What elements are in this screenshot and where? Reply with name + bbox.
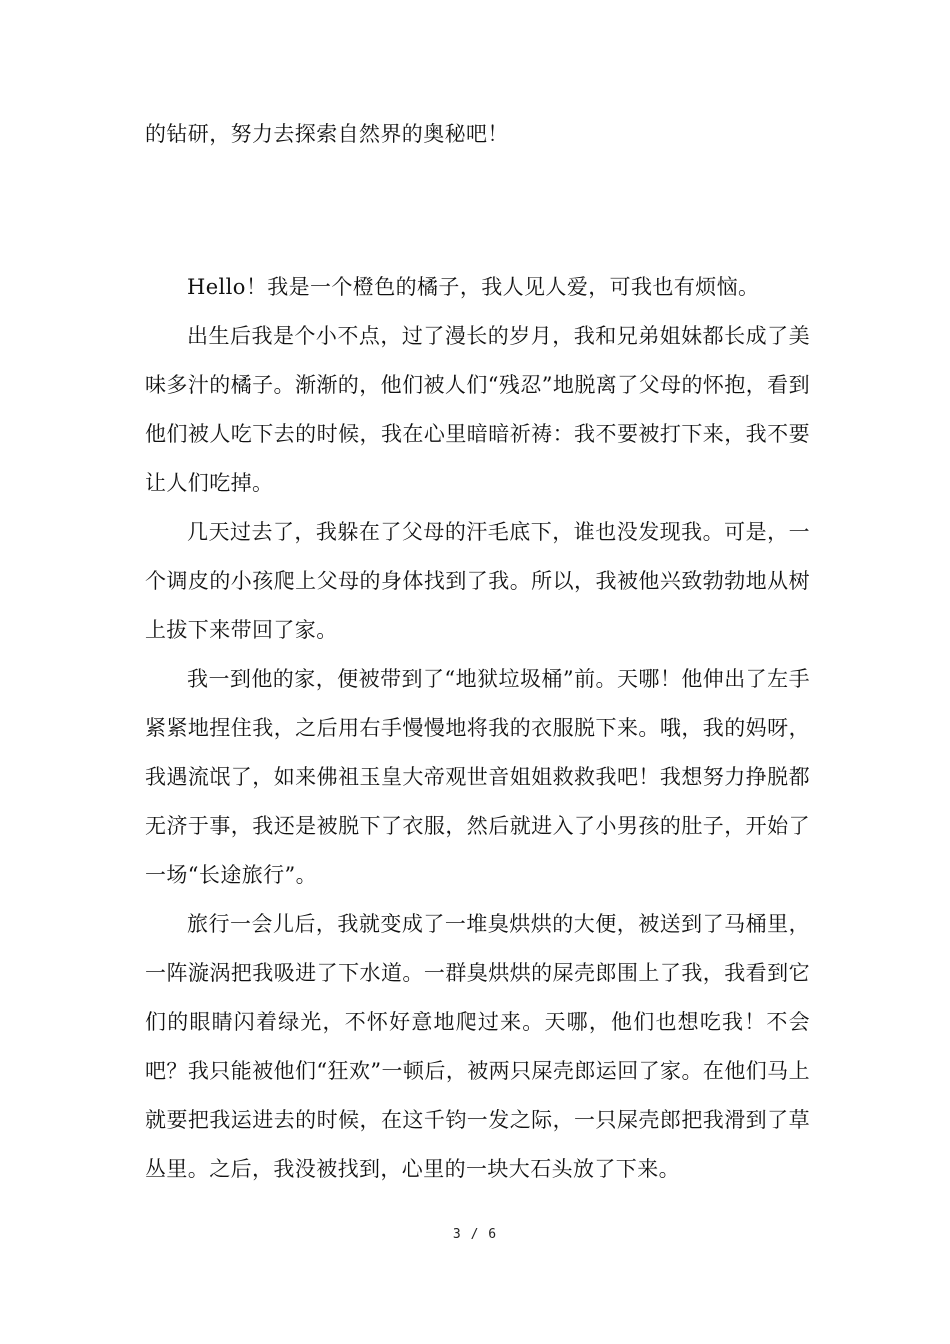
essay-body — [145, 263, 810, 1194]
paragraph-1: Hello！我是一个橙色的橘子，我人见人爱，可我也有烦恼。 — [187, 275, 760, 299]
paragraph-5: 旅行一会儿后，我就变成了一堆臭烘烘的大便，被送到了马桶里，一阵漩涡把我吸进了下水道。一群臭烘烘的屎壳郎围上了我，我看到它们的眼睛闪着绿光，不怀好意地爬过来。天哪，他们也想吃我！不会吧？我只能被他们“狂欢”一顿后，被两只屎壳郎运回了家。在他们马上就要把我运进去的时候，在这千钧一发之际，一只屎壳郎把我滑到了草丛里。之后，我没被找到，心里的一块大石头放了下来。 — [145, 912, 810, 1181]
paragraph-3: 几天过去了，我躲在了父母的汗毛底下，谁也没发现我。可是，一个调皮的小孩爬上父母的身体找到了我。所以，我被他兴致勃勃地从树上拔下来带回了家。 — [145, 520, 810, 642]
continuation-text-block — [145, 110, 810, 159]
paragraph-2: 出生后我是个小不点，过了漫长的岁月，我和兄弟姐妹都长成了美味多汁的橘子。渐渐的，他们被人们“残忍”地脱离了父母的怀抱，看到他们被人吃下去的时候，我在心里暗暗祈祷：我不要被打下来，我不要让人们吃掉。 — [145, 324, 810, 495]
paragraph-4: 我一到他的家，便被带到了“地狱垃圾桶”前。天哪！他伸出了左手紧紧地捏住我，之后用右手慢慢地将我的衣服脱下来。哦，我的妈呀，我遇流氓了，如来佛祖玉皇大帝观世音姐姐救救我吧！我想努力挣脱都无济于事，我还是被脱下了衣服，然后就进入了小男孩的肚子，开始了一场“长途旅行”。 — [145, 667, 810, 887]
continuation-paragraph: 的钻研，努力去探索自然界的奥秘吧！ — [145, 122, 509, 146]
page-number: 3 / 6 — [452, 1227, 498, 1242]
